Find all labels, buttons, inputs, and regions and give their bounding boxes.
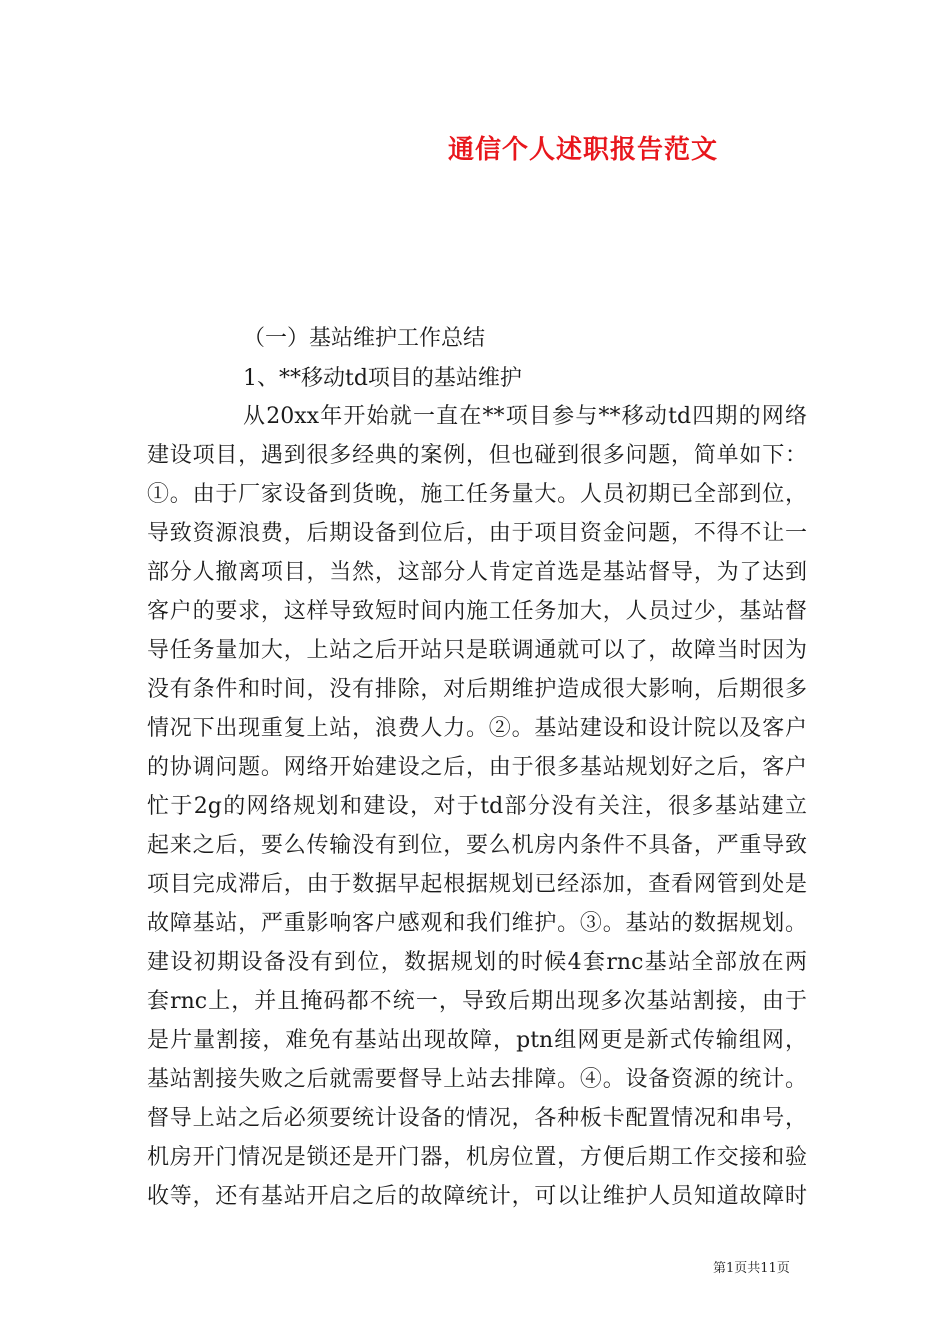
paragraph-line: 忙于2g的网络规划和建设，对于td部分没有关注，很多基站建立	[147, 794, 807, 819]
title-area	[0, 0, 950, 200]
paragraph-line: 起来之后，要么传输没有到位，要么机房内条件不具备，严重导致	[147, 833, 807, 858]
paragraph-line: 基站割接失败之后就需要督导上站去排障。④。设备资源的统计。	[147, 1067, 807, 1092]
paragraph-line: 套rnc上，并且掩码都不统一，导致后期出现多次基站割接，由于	[147, 989, 807, 1014]
paragraph-line: 没有条件和时间，没有排除，对后期维护造成很大影响，后期很多	[147, 677, 807, 702]
page-number-footer: 第1页共11页	[713, 1261, 790, 1276]
paragraph-line: 从20xx年开始就一直在**项目参与**移动td四期的网络	[243, 404, 807, 429]
paragraph-line: 导致资源浪费，后期设备到位后，由于项目资金问题，不得不让一	[147, 521, 807, 546]
paragraph-line: 故障基站，严重影响客户感观和我们维护。③。基站的数据规划。	[147, 911, 807, 936]
paragraph-line: ①。由于厂家设备到货晚，施工任务量大。人员初期已全部到位，	[147, 482, 807, 507]
paragraph-line: 客户的要求，这样导致短时间内施工任务加大，人员过少，基站督	[147, 599, 807, 624]
paragraph-line: 建设项目，遇到很多经典的案例，但也碰到很多问题，简单如下：	[147, 443, 807, 468]
paragraph-line: 收等，还有基站开启之后的故障统计，可以让维护人员知道故障时	[147, 1184, 807, 1209]
paragraph-line: 项目完成滞后，由于数据早起根据规划已经添加，查看网管到处是	[147, 872, 807, 897]
document-title: 通信个人述职报告范文	[448, 135, 719, 165]
body-paragraph	[147, 397, 807, 1216]
paragraph-line: 是片量割接，难免有基站出现故障，ptn组网更是新式传输组网，	[147, 1028, 807, 1053]
paragraph-line: 情况下出现重复上站，浪费人力。②。基站建设和设计院以及客户	[147, 716, 807, 741]
paragraph-line: 部分人撤离项目，当然，这部分人肯定首选是基站督导，为了达到	[147, 560, 807, 585]
paragraph-line: 建设初期设备没有到位，数据规划的时候4套rnc基站全部放在两	[147, 950, 807, 975]
paragraph-line: 督导上站之后必须要统计设备的情况，各种板卡配置情况和串号，	[147, 1106, 807, 1131]
subsection-heading: 1、**移动td项目的基站维护	[243, 366, 522, 391]
section-heading: （一）基站维护工作总结	[243, 326, 486, 351]
paragraph-line: 机房开门情况是锁还是开门器，机房位置，方便后期工作交接和验	[147, 1145, 807, 1170]
paragraph-line: 的协调问题。网络开始建设之后，由于很多基站规划好之后，客户	[147, 755, 807, 780]
paragraph-line: 导任务量加大，上站之后开站只是联调通就可以了，故障当时因为	[147, 638, 807, 663]
